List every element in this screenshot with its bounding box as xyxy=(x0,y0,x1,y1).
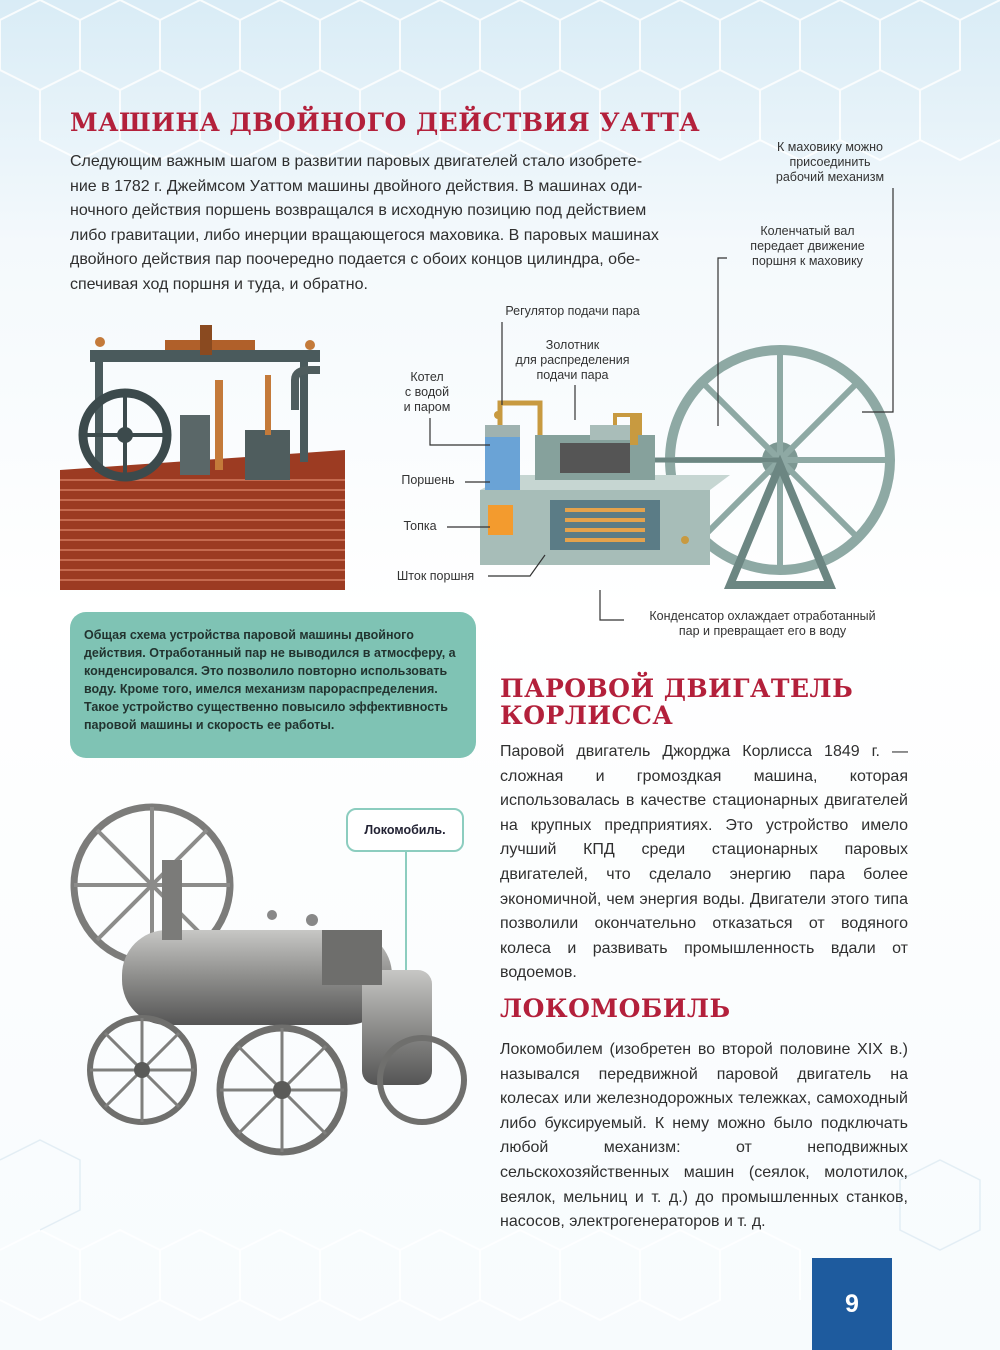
watt-line: ночного действия поршень возвращался в исходную позицию под действием xyxy=(70,202,647,220)
callout-boiler: Котел с водой и паром xyxy=(403,370,451,414)
watt-line: спечивая ход поршня и туда, и обратно. xyxy=(70,275,368,293)
watt-engine-illustration xyxy=(55,320,345,590)
locomobile-label: Локомобиль. xyxy=(346,808,464,852)
corliss-heading: ПАРОВОЙ ДВИГАТЕЛЬ КОРЛИССА xyxy=(500,674,854,730)
callout-condenser: Конденсатор охлаждает отработанный пар и превращает его в воду xyxy=(649,609,876,638)
callout-slide-valve: Золотник для распределения подачи пара xyxy=(515,338,630,382)
callout-steam-regulator: Регулятор подачи пара xyxy=(505,304,640,318)
watt-line: Следующим важным шагом в развитии паровых двигателей стало изобрете- xyxy=(70,153,643,170)
watt-line: ние в 1782 г. Джеймсом Уаттом машины двойного действия. В машинах оди- xyxy=(70,177,643,195)
callout-piston: Поршень xyxy=(401,473,455,487)
page-number: 9 xyxy=(812,1258,892,1350)
watt-heading: МАШИНА ДВОЙНОГО ДЕЙСТВИЯ УАТТА xyxy=(70,108,701,137)
watt-line: двойного действия пар поочередно подается с обоих концов цилиндра, обе- xyxy=(70,251,641,269)
locomobile-heading: ЛОКОМОБИЛЬ xyxy=(500,994,731,1023)
callout-firebox: Топка xyxy=(403,519,437,533)
locomobile-illustration xyxy=(62,800,482,1160)
callout-piston-rod: Шток поршня xyxy=(396,569,475,583)
watt-line: либо гравитации, либо инерции вращающегося маховика. В паровых машинах xyxy=(70,226,659,244)
watt-paragraph xyxy=(70,150,710,298)
callout-crankshaft: Коленчатый вал передает движение поршня к маховику xyxy=(750,224,865,268)
callout-flywheel-attach: К маховику можно присоединить рабочий механизм xyxy=(775,140,885,184)
diagram-info-box: Общая схема устройства паровой машины двойного действия. Отработанный пар не выводился в атмосферу, а конденсировался. Это позволило повторно использовать воду. Кроме того, имелся механизм парораспределения. Такое устройство существенно повысило эффективность паровой машины и скорость ее работы. xyxy=(70,612,476,758)
corliss-paragraph: Паровой двигатель Джорджа Корлисса 1849 г. — сложная и громоздкая машина, которая использовалась в качестве стационарных двигателей на крупных предприятиях. Это устройство имело лучший КПД среди стационарных паровых двигателей, что сделало энергию пара более экономичной, чем энергия воды. Двигатели этого типа позволили окончательно отказаться от водяного колеса и развивать промышленность вдали от водоемов. xyxy=(500,743,908,982)
locomobile-paragraph: Локомобилем (изобретен во второй половине XIX в.) назывался передвижной паровой двигатель на колесах или железнодорожных тележках, самоходный либо буксируемый. К нему можно было подключать любой механизм: от неподвижных сельскохозяйственных машин (сеялок, молотилок, веялок, мельниц и т. д.) до промышленных станков, насосов, электрогенераторов и т. д. xyxy=(500,1041,908,1231)
